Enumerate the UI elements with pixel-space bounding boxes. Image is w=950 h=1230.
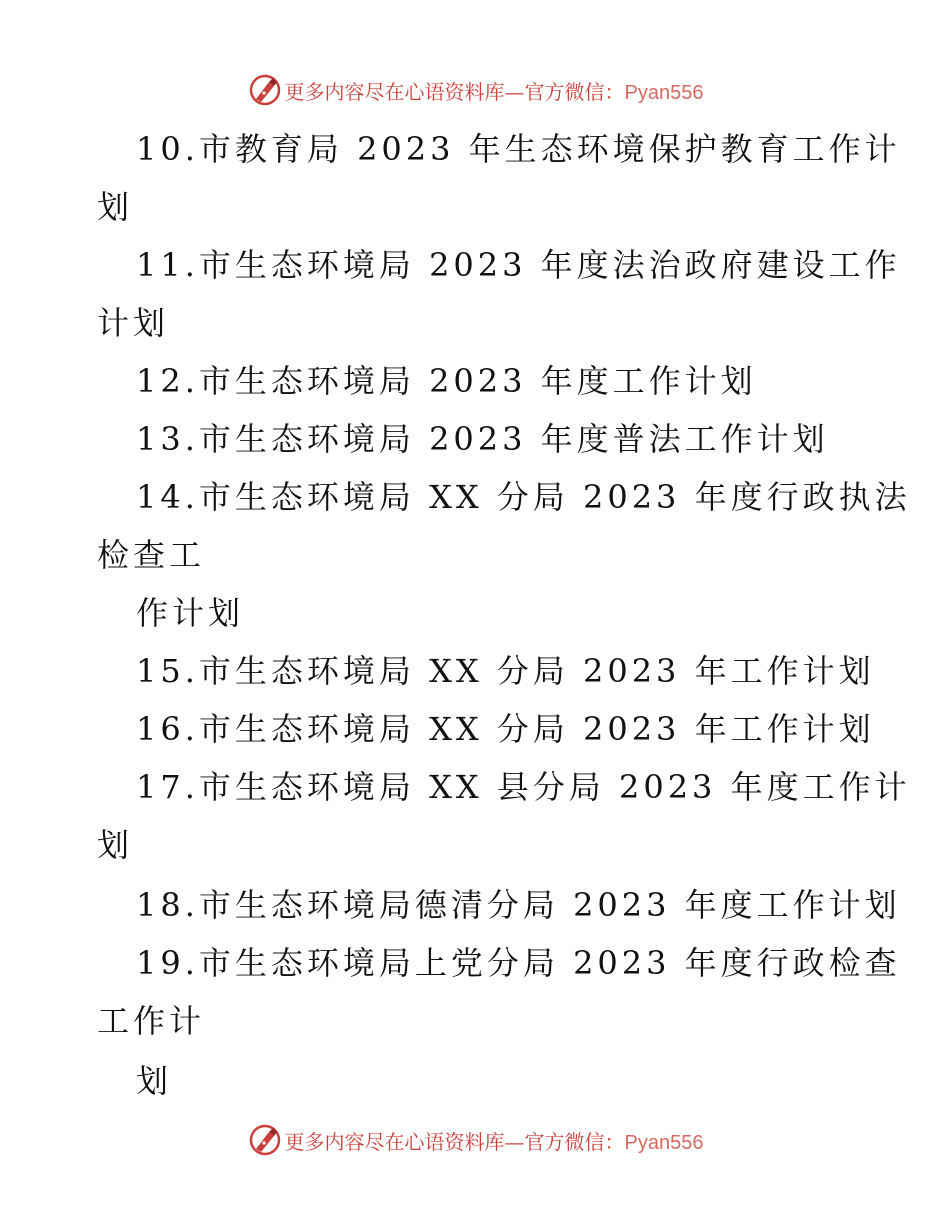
doc-line: 14.市生态环境局 XX 分局 2023 年度行政执法 [136, 478, 911, 516]
doc-line: 16.市生态环境局 XX 分局 2023 年工作计划 [136, 710, 875, 748]
doc-line: 13.市生态环境局 2023 年度普法工作计划 [136, 420, 829, 458]
header-banner [0, 70, 950, 110]
fountain-pen-logo-icon [247, 1122, 283, 1158]
doc-line: 12.市生态环境局 2023 年度工作计划 [136, 362, 757, 400]
footer-banner [0, 1120, 950, 1160]
footer-wechat-id: Pyan556 [624, 1131, 704, 1154]
doc-line: 11.市生态环境局 2023 年度法治政府建设工作 [136, 246, 901, 284]
doc-line: 15.市生态环境局 XX 分局 2023 年工作计划 [136, 652, 875, 690]
doc-line: 划 [97, 188, 134, 226]
doc-line: 工作计 [97, 1002, 206, 1040]
doc-line: 19.市生态环境局上党分局 2023 年度行政检查 [136, 944, 901, 982]
footer-banner-text: 更多内容尽在心语资料库—官方微信：Pyan556 [284, 1129, 704, 1154]
doc-line: 划 [136, 1062, 173, 1100]
doc-line: 作计划 [136, 594, 245, 632]
fountain-pen-logo-icon [247, 72, 283, 108]
doc-line: 18.市生态环境局德清分局 2023 年度工作计划 [136, 886, 901, 924]
doc-line: 17.市生态环境局 XX 县分局 2023 年度工作计 [136, 768, 911, 806]
doc-line: 计划 [97, 304, 170, 342]
header-wechat-id: Pyan556 [624, 81, 704, 104]
header-banner-text: 更多内容尽在心语资料库—官方微信：Pyan556 [284, 79, 704, 104]
doc-line: 检查工 [97, 536, 206, 574]
doc-line: 10.市教育局 2023 年生态环境保护教育工作计 [136, 130, 901, 168]
doc-line: 划 [97, 826, 134, 864]
